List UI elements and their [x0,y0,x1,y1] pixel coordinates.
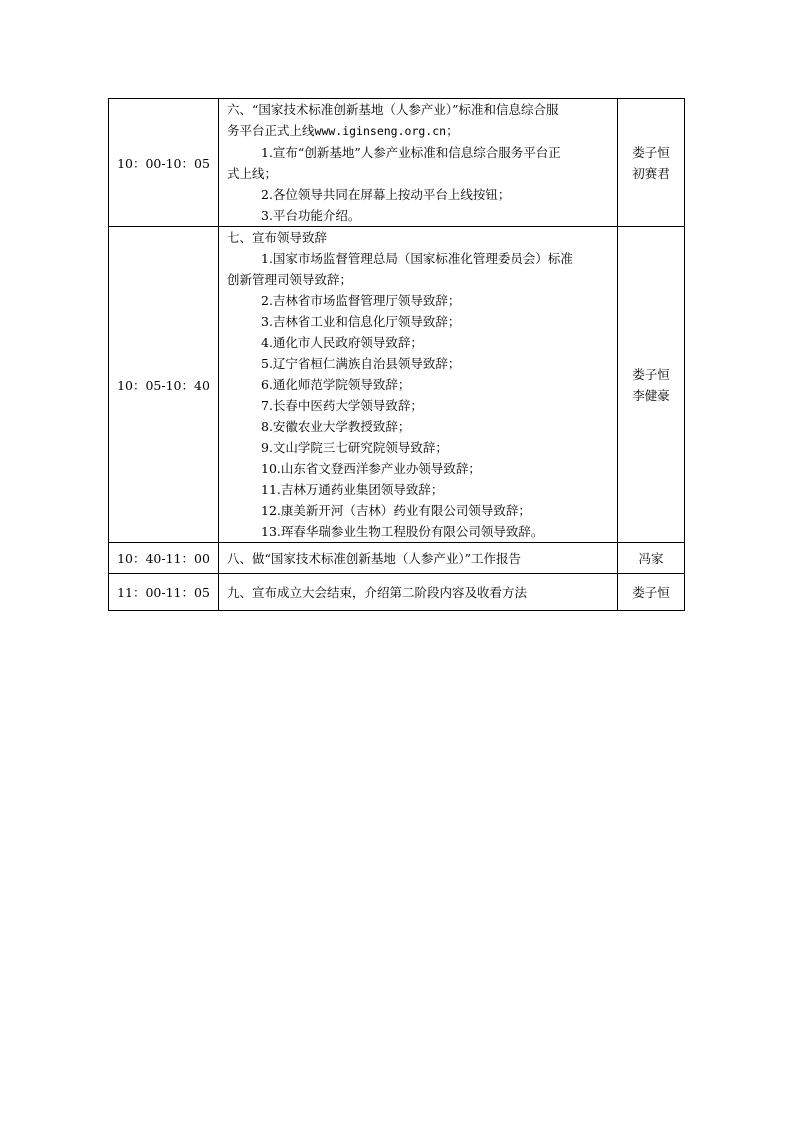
schedule-table [108,98,685,611]
agenda-line: 9.文山学院三七研究院领导致辞； [261,440,448,455]
agenda-line-text: 务平台正式上线 [227,123,315,138]
agenda-line: 2.各位领导共同在屏幕上按动平台上线按钮； [261,187,511,202]
agenda-line: 5.辽宁省桓仁满族自治县领导致辞； [261,356,461,371]
host-name: 娄子恒 [632,584,670,600]
time-cell: 10：05-10：40 [109,227,219,543]
agenda-line: 11.吉林万通药业集团领导致辞； [261,482,444,497]
time-cell: 11：00-11：05 [109,574,219,611]
agenda-line: 3.平台功能介绍。 [261,208,361,223]
agenda-line: 4.通化市人民政府领导致辞； [261,335,423,350]
time-cell: 10：00-10：05 [109,99,219,227]
host-name: 冯家 [638,550,664,566]
host-name: 娄子恒 [632,366,670,382]
agenda-line: 7.长春中医药大学领导致辞； [261,398,423,413]
host-name: 娄子恒 [632,144,670,160]
host-name: 初赛君 [632,165,670,181]
agenda-line-tail: ； [446,123,459,138]
agenda-line: 1.国家市场监督管理总局（国家标准化管理委员会）标准 [261,251,573,266]
time-cell: 10：40-11：00 [109,543,219,574]
agenda-line: 八、做“国家技术标准创新基地（人参产业）”工作报告 [227,550,522,566]
agenda-line: 七、宣布领导致辞 [227,230,328,245]
agenda-line: 2.吉林省市场监督管理厅领导致辞； [261,293,461,308]
host-cell [618,227,685,543]
agenda-line: 创新管理司领导致辞； [227,272,353,287]
agenda-line: 10.山东省文登西洋参产业办领导致辞； [261,461,481,476]
host-cell [618,543,685,574]
content-cell [219,99,618,227]
platform-url: www.iginseng.org.cn [314,124,447,138]
agenda-line [227,120,613,142]
agenda-line: 12.康美新开河（吉林）药业有限公司领导致辞； [261,503,531,518]
table-row [109,543,685,574]
agenda-line: 六、“国家技术标准创新基地（人参产业）”标准和信息综合服 [227,102,559,117]
agenda-line: 6.通化师范学院领导致辞； [261,377,411,392]
agenda-line: 式上线； [227,166,278,181]
host-cell [618,99,685,227]
table-row [109,99,685,227]
table-row [109,227,685,543]
agenda-line: 九、宣布成立大会结束，介绍第二阶段内容及收看方法 [227,584,528,600]
agenda-line: 8.安徽农业大学教授致辞； [261,419,411,434]
content-cell [219,574,618,611]
agenda-line: 1.宣布“创新基地”人参产业标准和信息综合服务平台正 [261,145,561,160]
agenda-line: 3.吉林省工业和信息化厅领导致辞； [261,314,461,329]
host-name: 李健豪 [632,387,670,403]
content-cell [219,543,618,574]
content-cell [219,227,618,543]
agenda-line: 13.珲春华瑞参业生物工程股份有限公司领导致辞。 [261,524,544,539]
host-cell [618,574,685,611]
table-row [109,574,685,611]
